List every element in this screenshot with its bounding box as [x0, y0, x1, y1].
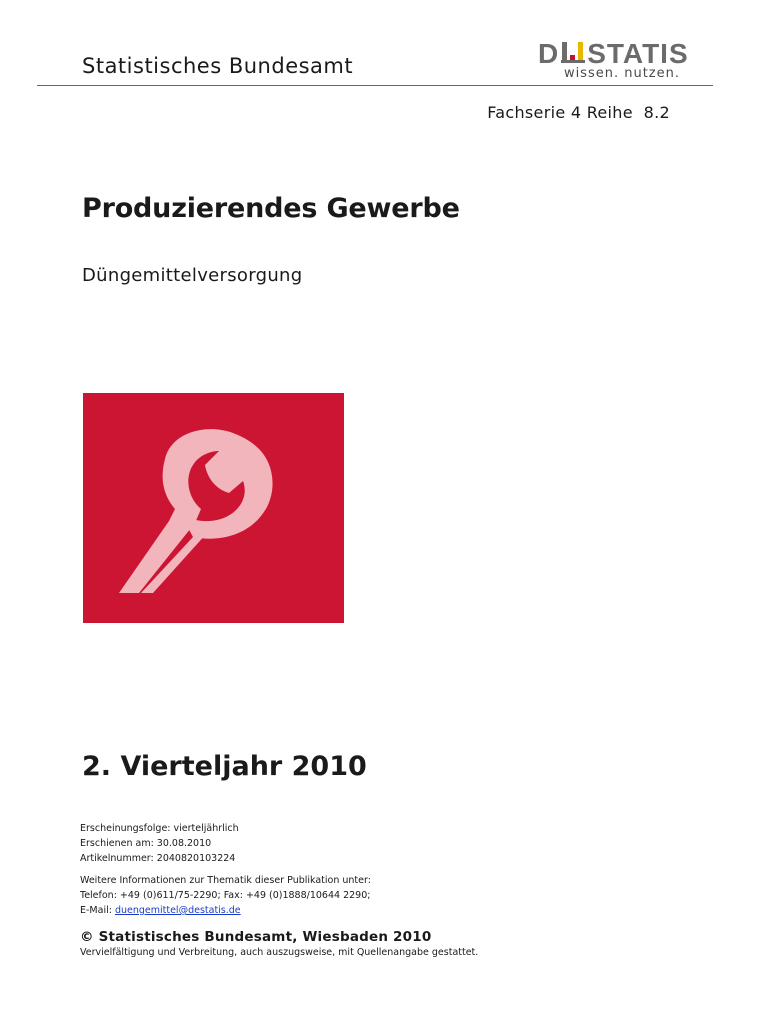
- email-label: E-Mail:: [80, 905, 115, 916]
- header-divider: [37, 85, 713, 86]
- publication-meta: [80, 821, 239, 866]
- meta-frequency: Erscheinungsfolge: vierteljährlich: [80, 823, 239, 834]
- logo-letter-d: D: [538, 38, 560, 69]
- agency-name: Statistisches Bundesamt: [82, 54, 354, 78]
- wrench-icon: [83, 393, 344, 623]
- meta-article-number: Artikelnummer: 2040820103224: [80, 853, 236, 864]
- page-subtitle: Düngemittelversorgung: [82, 265, 303, 286]
- contact-info: [80, 873, 371, 918]
- copyright-notice: © Statistisches Bundesamt, Wiesbaden 2010: [80, 929, 432, 945]
- logo-wordmark: [538, 40, 689, 68]
- logo-text-statis: STATIS: [587, 38, 689, 69]
- logo-tagline: wissen. nutzen.: [563, 66, 680, 81]
- logo-bars-icon: [561, 42, 585, 63]
- contact-phone: Telefon: +49 (0)611/75-2290; Fax: +49 (0)1888/10644 2290;: [80, 890, 371, 901]
- email-link[interactable]: duengemittel@destatis.de: [114, 905, 241, 916]
- cover-image: [83, 393, 344, 623]
- destatis-logo: [538, 40, 690, 82]
- page-title: Produzierendes Gewerbe: [82, 193, 460, 224]
- rights-notice: Vervielfältigung und Verbreitung, auch auszugsweise, mit Quellenangabe gestattet.: [80, 947, 479, 958]
- contact-intro: Weitere Informationen zur Thematik dieser Publikation unter:: [80, 875, 371, 886]
- meta-published: Erschienen am: 30.08.2010: [80, 838, 212, 849]
- contact-email-line: [80, 903, 371, 918]
- series-label: Fachserie 4 Reihe 8.2: [487, 103, 670, 122]
- period-heading: 2. Vierteljahr 2010: [82, 751, 367, 782]
